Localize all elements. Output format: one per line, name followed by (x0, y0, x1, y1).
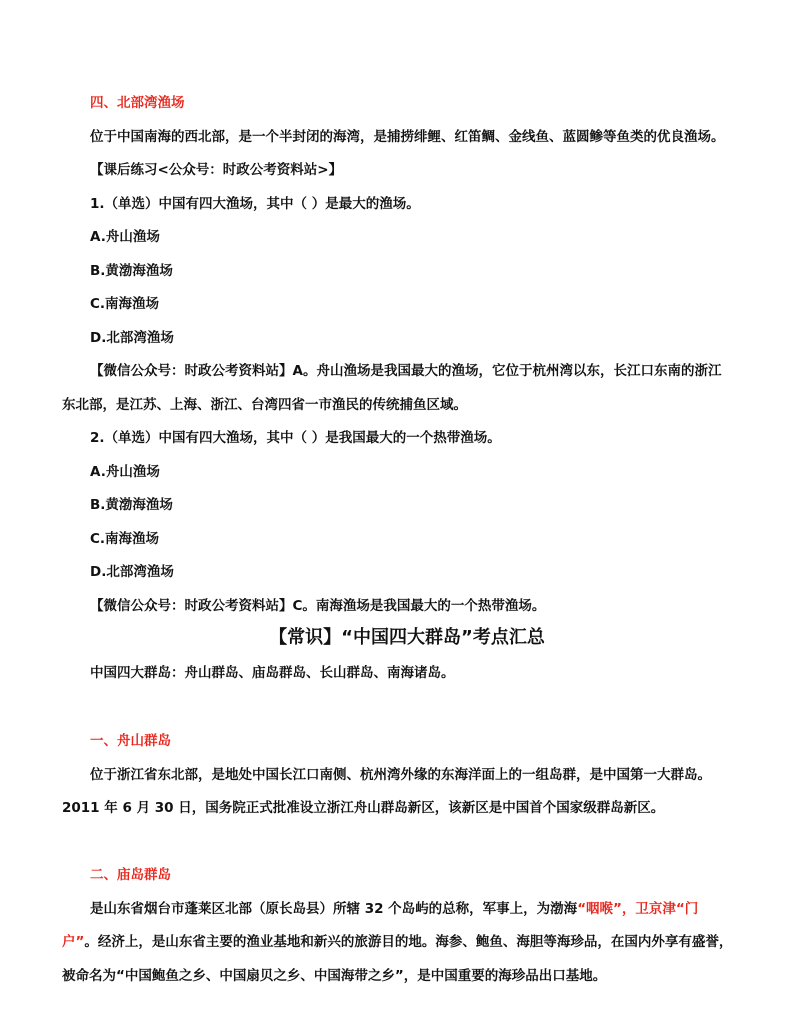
q1-option-b: B.黄渤海渔场 (90, 263, 173, 279)
section-heading-zhoushan: 一、舟山群岛 (90, 733, 171, 749)
topic-title: 【常识】“中国四大群岛”考点汇总 (269, 627, 545, 648)
q2-option-d: D.北部湾渔场 (90, 564, 174, 580)
q2-stem: 2.（单选）中国有四大渔场，其中（ ）是我国最大的一个热带渔场。 (90, 430, 501, 446)
q1-option-c: C.南海渔场 (90, 296, 160, 312)
q1-answer-line1: 【微信公众号：时政公考资料站】A。舟山渔场是我国最大的渔场，它位于杭州湾以东，长江口东南的浙江 (90, 363, 722, 379)
miaodao-line3: 被命名为“中国鲍鱼之乡、中国扇贝之乡、中国海带之乡”，是中国重要的海珍品出口基地。 (62, 968, 607, 984)
topic-intro: 中国四大群岛：舟山群岛、庙岛群岛、长山群岛、南海诸岛。 (90, 665, 455, 681)
q1-option-d: D.北部湾渔场 (90, 330, 174, 346)
exercise-header: 【课后练习<公众号：时政公考资料站>】 (90, 162, 343, 178)
q2-option-b: B.黄渤海渔场 (90, 497, 173, 513)
miaodao-line1-text: 是山东省烟台市蓬莱区北部（原长岛县）所辖 32 个岛屿的总称，军事上，为渤海 (90, 901, 578, 917)
section-body-beibuwan: 位于中国南海的西北部，是一个半封闭的海湾，是捕捞绯鲤、红笛鲷、金线鱼、蓝圆鲹等鱼类的优良渔场。 (90, 129, 725, 145)
q1-stem: 1.（单选）中国有四大渔场，其中（ ）是最大的渔场。 (90, 196, 420, 212)
q2-answer: 【微信公众号：时政公考资料站】C。南海渔场是我国最大的一个热带渔场。 (90, 598, 546, 614)
miaodao-line1 (90, 899, 698, 919)
q2-option-c: C.南海渔场 (90, 531, 160, 547)
section-heading-miaodao: 二、庙岛群岛 (90, 867, 171, 883)
miaodao-line2-highlight: 户” (62, 934, 85, 950)
zhoushan-line2: 2011 年 6 月 30 日，国务院正式批准设立浙江舟山群岛新区，该新区是中国首个国家级群岛新区。 (62, 800, 665, 816)
zhoushan-line1: 位于浙江省东北部，是地处中国长江口南侧、杭州湾外缘的东海洋面上的一组岛群，是中国第一大群岛。 (90, 767, 711, 783)
section-heading-beibuwan: 四、北部湾渔场 (90, 95, 185, 111)
miaodao-line2 (62, 932, 732, 952)
q2-option-a: A.舟山渔场 (90, 464, 160, 480)
q1-option-a: A.舟山渔场 (90, 229, 160, 245)
miaodao-line1-highlight: “咽喉”，卫京津“门 (577, 901, 699, 917)
miaodao-line2-text: 。经济上，是山东省主要的渔业基地和新兴的旅游目的地。海参、鲍鱼、海胆等海珍品，在国内外享有盛誉， (84, 934, 733, 950)
q1-answer-line2: 东北部，是江苏、上海、浙江、台湾四省一市渔民的传统捕鱼区域。 (62, 397, 467, 413)
